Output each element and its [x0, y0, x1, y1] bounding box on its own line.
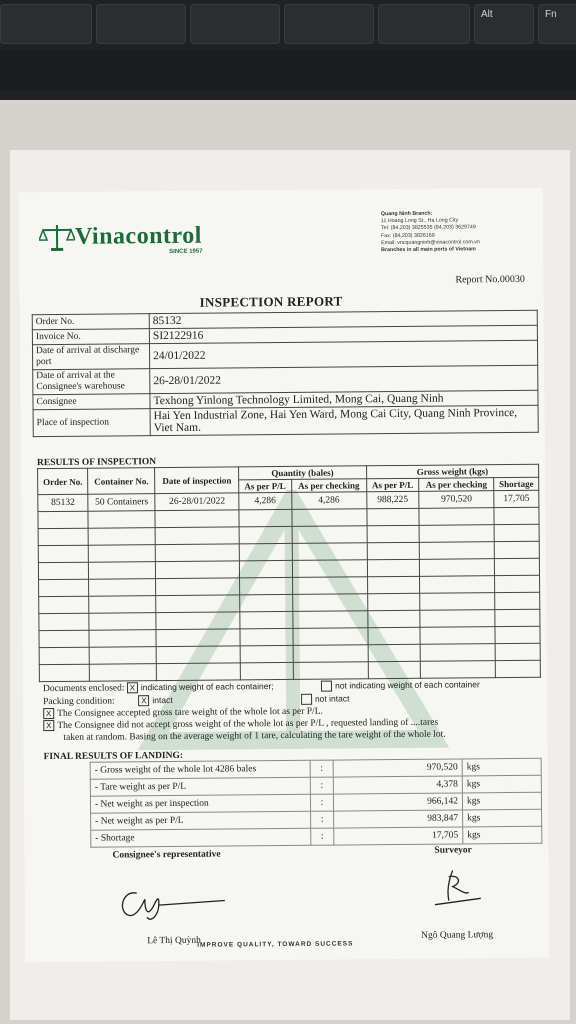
col-qty-pl: As per P/L	[239, 479, 292, 492]
branch-line: Tel: (84.203) 3825535 (84.203) 3629749	[380, 224, 476, 232]
info-value: 24/01/2022	[149, 340, 537, 368]
final-label-cell: - Tare weight as per P/L	[90, 777, 310, 796]
documents-no-label: not indicating weight of each container	[335, 679, 480, 691]
cell-container-no: 50 Containers	[88, 494, 155, 512]
branch-line: Email: vncquangninh@vinacontrol.com.vn	[381, 239, 480, 246]
final-unit: kgs	[463, 826, 542, 844]
final-label-cell: - Net weight as per P/L	[91, 811, 311, 830]
reject-text-cont: taken at random. Basing on the average weight of 1 tare, calculating the tare weight of the whole lot.	[63, 729, 446, 743]
results-table	[37, 464, 541, 682]
final-unit: kgs	[462, 758, 541, 776]
logo-text: Vinacontrol	[74, 222, 202, 250]
keyboard-row	[0, 50, 576, 90]
documents-yes-label: indicating weight of each container;	[140, 681, 274, 693]
branch-line: 11 Hoang Long St., Ha Long City	[380, 217, 459, 225]
final-value: 970,520	[333, 759, 462, 777]
table-row: - Tare weight as per P/L : 4,378 kgs	[90, 775, 541, 796]
info-value: 85132	[149, 310, 537, 328]
branch-line: Fax: (84.203) 3826169	[381, 232, 435, 239]
results-label: RESULTS OF INSPECTION	[36, 457, 157, 469]
packing-label: Packing condition:	[43, 696, 115, 708]
info-label: Invoice No.	[32, 329, 149, 345]
packing-no-label: not intact	[314, 693, 350, 704]
table-row: - Shortage : 17,705 kgs	[91, 826, 542, 847]
cell-gross-pl: 988,225	[366, 491, 419, 508]
slogan: IMPROVE QUALITY, TOWARD SUCCESS	[197, 940, 354, 949]
col-gross-pl: As per P/L	[366, 478, 419, 491]
checkbox-checked: X	[138, 695, 149, 706]
final-results-table	[90, 758, 543, 848]
report-number: Report No.00030	[455, 273, 525, 286]
checkbox-checked: X	[43, 720, 54, 731]
final-value: 983,847	[334, 810, 463, 828]
cell-qty-checking: 4,286	[291, 492, 366, 510]
col-order-no: Order No.	[38, 468, 88, 494]
page-title: INSPECTION REPORT	[199, 293, 343, 310]
alt-key: Alt	[474, 4, 534, 44]
final-results-label: FINAL RESULTS OF LANDING:	[43, 750, 184, 763]
fn-key: Fn	[538, 4, 576, 44]
info-label: Consignee	[33, 394, 150, 410]
surveyor-name: Ngô Quang Lượng	[421, 930, 494, 941]
checkbox-checked: X	[127, 683, 138, 694]
col-gross-weight: Gross weight (kgs)	[366, 464, 538, 479]
checkbox-empty	[321, 681, 332, 692]
final-value: 17,705	[334, 827, 463, 845]
info-value: 26-28/01/2022	[150, 365, 538, 393]
info-value: Texhong Yinlong Technology Limited, Mong Cai, Quang Ninh	[150, 390, 538, 408]
col-date: Date of inspection	[155, 467, 239, 494]
consignee-rep-label: Consignee's representative	[112, 849, 221, 861]
final-value: 4,378	[333, 776, 462, 794]
checkbox-checked: X	[43, 708, 54, 719]
vinacontrol-logo	[39, 221, 202, 252]
info-label: Place of inspection	[33, 409, 150, 437]
key	[0, 4, 92, 44]
table-row: - Net weight as per inspection : 966,142 kgs	[90, 792, 541, 813]
info-value: Hai Yen Industrial Zone, Hai Yen Ward, Mong Cai City, Quang Ninh Province, Viet Nam.	[150, 405, 538, 435]
since-label: SINCE 1957	[169, 248, 203, 255]
cell-date: 26-28/01/2022	[155, 493, 239, 511]
consignee-signature	[115, 880, 235, 931]
surveyor-signature	[425, 866, 485, 917]
branch-footer: Branches in all main ports of Vietnam	[381, 246, 476, 254]
col-container-no: Container No.	[88, 468, 155, 495]
info-value: SI2122916	[149, 325, 537, 343]
final-label-cell: - Shortage	[91, 828, 311, 847]
cell-order-no: 85132	[38, 494, 88, 511]
info-row	[33, 405, 538, 436]
order-info-table	[32, 310, 539, 437]
accept-text: The Consignee accepted gross tare weight of the whole lot as per P/L.	[57, 706, 323, 719]
branch-title: Quang Ninh Branch:	[380, 210, 433, 218]
final-label-cell: - Gross weight of the whole lot 4286 bales	[90, 760, 310, 779]
cell-shortage: 17,705	[494, 490, 539, 507]
key	[190, 4, 280, 44]
col-quantity: Quantity (bales)	[239, 466, 367, 480]
key	[378, 4, 470, 44]
key	[284, 4, 374, 44]
table-row: - Gross weight of the whole lot 4286 bales : 970,520 kgs	[90, 758, 541, 779]
surveyor-label: Surveyor	[434, 845, 472, 856]
final-unit: kgs	[462, 775, 541, 793]
final-unit: kgs	[463, 809, 542, 827]
scales-icon	[39, 222, 75, 252]
final-unit: kgs	[462, 792, 541, 810]
branch-address	[381, 210, 541, 255]
col-gross-checking: As per checking	[419, 478, 494, 492]
packing-yes-label: intact	[152, 694, 173, 706]
final-value: 966,142	[333, 793, 462, 811]
checkbox-empty	[301, 694, 312, 705]
cell-qty-pl: 4,286	[239, 492, 292, 509]
documents-label: Documents enclosed:	[42, 683, 125, 695]
consignee-name: Lê Thị Quỳnh	[147, 935, 201, 947]
inspection-report-page	[19, 188, 550, 963]
col-qty-checking: As per checking	[291, 479, 366, 493]
reject-text: The Consignee did not accept gross weight of the whole lot as per P/L , requested landing of ....tares	[57, 717, 439, 731]
cell-gross-checking: 970,520	[419, 491, 494, 509]
documents-section	[43, 678, 544, 744]
key	[96, 4, 186, 44]
keyboard	[0, 0, 576, 100]
info-label: Date of arrival at discharge port	[32, 344, 149, 370]
table-row: - Net weight as per P/L : 983,847 kgs	[91, 809, 542, 830]
final-label-cell: - Net weight as per inspection	[90, 794, 310, 813]
info-label: Date of arrival at the Consignee's warehouse	[33, 369, 150, 395]
info-label: Order No.	[32, 314, 149, 330]
col-shortage: Shortage	[494, 477, 539, 490]
